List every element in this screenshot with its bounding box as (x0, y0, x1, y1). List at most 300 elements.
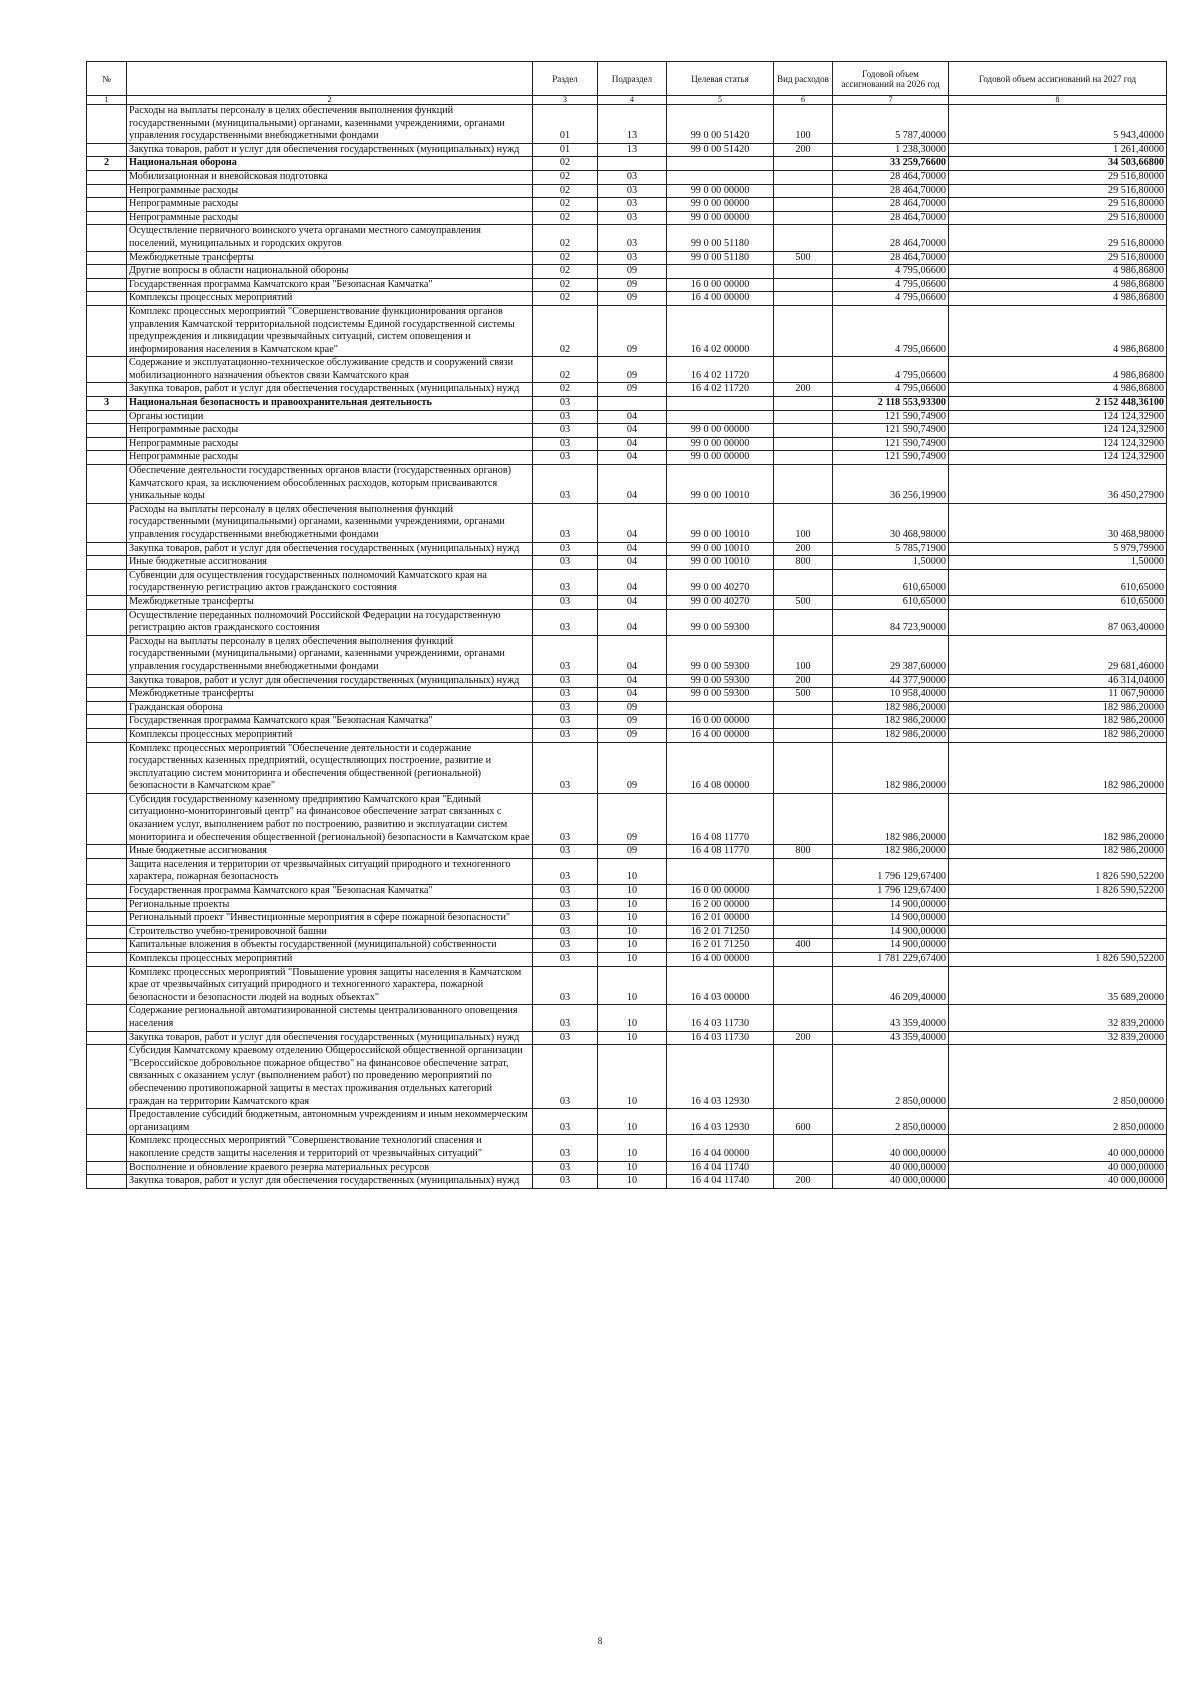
row-amount-2026: 40 000,00000 (833, 1161, 949, 1175)
row-target-article (667, 170, 774, 184)
row-razdel: 02 (533, 184, 598, 198)
row-amount-2027: 40 000,00000 (949, 1135, 1167, 1161)
row-number (87, 305, 127, 356)
row-podrazdel: 13 (598, 143, 667, 157)
row-name: Региональный проект "Инвестиционные мероприятия в сфере пожарной безопасности" (127, 912, 533, 926)
table-row (87, 383, 1167, 397)
row-name: Субсидия государственному казенному предприятию Камчатского края "Единый ситуационно-мониторинговый центр" на финансовое обеспечение затрат связанных с оказанием услуг, выполнением работ по построению, развитию и эксплуатации систем мониторинга и обеспечения общественной (региональной) безопасности в Камчатском крае (127, 793, 533, 844)
row-name: Комплексы процессных мероприятий (127, 292, 533, 306)
row-podrazdel: 09 (598, 278, 667, 292)
row-amount-2026: 2 850,00000 (833, 1109, 949, 1135)
table-row (87, 292, 1167, 306)
column-index: 8 (949, 96, 1167, 105)
table-row (87, 225, 1167, 251)
row-target-article: 16 4 04 00000 (667, 1135, 774, 1161)
row-target-article: 16 4 03 12930 (667, 1109, 774, 1135)
row-razdel: 02 (533, 278, 598, 292)
row-razdel: 03 (533, 465, 598, 504)
row-podrazdel: 09 (598, 701, 667, 715)
row-name: Мобилизационная и вневойсковая подготовка (127, 170, 533, 184)
row-podrazdel: 03 (598, 198, 667, 212)
column-index: 1 (87, 96, 127, 105)
row-razdel: 02 (533, 265, 598, 279)
row-expense-type: 200 (774, 143, 833, 157)
row-amount-2026: 2 850,00000 (833, 1045, 949, 1109)
row-number (87, 688, 127, 702)
row-target-article: 16 4 03 11730 (667, 1031, 774, 1045)
row-razdel: 02 (533, 211, 598, 225)
row-target-article: 99 0 00 10010 (667, 503, 774, 542)
row-name: Национальная безопасность и правоохранительная деятельность (127, 397, 533, 411)
row-amount-2026: 4 795,06600 (833, 265, 949, 279)
row-razdel: 03 (533, 451, 598, 465)
row-number (87, 292, 127, 306)
row-target-article: 16 4 00 00000 (667, 728, 774, 742)
table-row (87, 1031, 1167, 1045)
row-target-article (667, 858, 774, 884)
row-podrazdel: 10 (598, 1161, 667, 1175)
row-amount-2026: 28 464,70000 (833, 211, 949, 225)
row-amount-2026: 43 359,40000 (833, 1005, 949, 1031)
row-amount-2026: 1 796 129,67400 (833, 885, 949, 899)
row-podrazdel: 09 (598, 793, 667, 844)
row-target-article: 16 2 01 71250 (667, 939, 774, 953)
row-amount-2026: 121 590,74900 (833, 424, 949, 438)
row-name: Закупка товаров, работ и услуг для обеспечения государственных (муниципальных) нужд (127, 674, 533, 688)
row-number (87, 105, 127, 144)
row-expense-type (774, 465, 833, 504)
row-razdel: 03 (533, 793, 598, 844)
row-amount-2026: 4 795,06600 (833, 357, 949, 383)
row-target-article: 16 4 03 12930 (667, 1045, 774, 1109)
column-index-row (87, 96, 1167, 105)
row-amount-2027: 182 986,20000 (949, 701, 1167, 715)
row-number (87, 184, 127, 198)
row-expense-type (774, 292, 833, 306)
row-expense-type (774, 742, 833, 793)
row-number (87, 556, 127, 570)
row-expense-type (774, 609, 833, 635)
row-amount-2026: 28 464,70000 (833, 251, 949, 265)
row-target-article: 99 0 00 40270 (667, 569, 774, 595)
row-target-article: 99 0 00 40270 (667, 595, 774, 609)
row-expense-type (774, 728, 833, 742)
row-amount-2026: 40 000,00000 (833, 1175, 949, 1189)
table-row (87, 211, 1167, 225)
row-name: Межбюджетные трансферты (127, 595, 533, 609)
row-number (87, 424, 127, 438)
col-header-target-article: Целевая статья (667, 62, 774, 96)
row-podrazdel: 04 (598, 595, 667, 609)
table-row (87, 542, 1167, 556)
row-expense-type: 200 (774, 542, 833, 556)
column-index: 4 (598, 96, 667, 105)
row-name: Закупка товаров, работ и услуг для обеспечения государственных (муниципальных) нужд (127, 1175, 533, 1189)
row-amount-2027: 4 986,86800 (949, 278, 1167, 292)
row-amount-2027 (949, 912, 1167, 926)
row-number (87, 503, 127, 542)
row-amount-2026: 28 464,70000 (833, 170, 949, 184)
table-row (87, 845, 1167, 859)
table-row (87, 793, 1167, 844)
table-row (87, 912, 1167, 926)
row-expense-type (774, 437, 833, 451)
row-expense-type (774, 157, 833, 171)
row-podrazdel: 04 (598, 635, 667, 674)
row-amount-2027: 34 503,66800 (949, 157, 1167, 171)
table-row (87, 595, 1167, 609)
row-amount-2026: 44 377,90000 (833, 674, 949, 688)
row-razdel: 01 (533, 105, 598, 144)
col-header-razdel: Раздел (533, 62, 598, 96)
row-number (87, 465, 127, 504)
column-index: 2 (127, 96, 533, 105)
row-number (87, 609, 127, 635)
row-number (87, 925, 127, 939)
row-name: Закупка товаров, работ и услуг для обеспечения государственных (муниципальных) нужд (127, 383, 533, 397)
row-podrazdel: 04 (598, 437, 667, 451)
row-amount-2026: 14 900,00000 (833, 925, 949, 939)
table-row (87, 966, 1167, 1005)
table-row (87, 715, 1167, 729)
row-razdel: 03 (533, 1109, 598, 1135)
row-name: Расходы на выплаты персоналу в целях обеспечения выполнения функций государственными (муниципальными) органами, казенными учреждениями, органами управления государственными внебюджетными фондами (127, 503, 533, 542)
row-razdel: 03 (533, 1161, 598, 1175)
row-podrazdel: 09 (598, 728, 667, 742)
table-row (87, 953, 1167, 967)
row-amount-2026: 4 795,06600 (833, 383, 949, 397)
row-name: Государственная программа Камчатского края "Безопасная Камчатка" (127, 715, 533, 729)
row-amount-2027: 124 124,32900 (949, 451, 1167, 465)
row-razdel: 03 (533, 503, 598, 542)
row-target-article: 99 0 00 00000 (667, 437, 774, 451)
row-razdel: 03 (533, 898, 598, 912)
row-podrazdel: 04 (598, 542, 667, 556)
budget-table-sheet (86, 61, 1166, 1189)
row-name: Непрограммные расходы (127, 211, 533, 225)
row-name: Комплексы процессных мероприятий (127, 953, 533, 967)
row-razdel: 03 (533, 569, 598, 595)
row-amount-2026: 28 464,70000 (833, 225, 949, 251)
row-podrazdel: 10 (598, 953, 667, 967)
table-row (87, 305, 1167, 356)
row-number (87, 595, 127, 609)
row-name: Восполнение и обновление краевого резерва материальных ресурсов (127, 1161, 533, 1175)
row-target-article: 16 4 03 11730 (667, 1005, 774, 1031)
row-expense-type: 200 (774, 383, 833, 397)
row-target-article: 99 0 00 59300 (667, 674, 774, 688)
row-amount-2027: 2 850,00000 (949, 1109, 1167, 1135)
row-amount-2027: 124 124,32900 (949, 410, 1167, 424)
row-amount-2027: 1 826 590,52200 (949, 885, 1167, 899)
row-expense-type (774, 1161, 833, 1175)
row-number (87, 953, 127, 967)
row-podrazdel: 04 (598, 451, 667, 465)
row-amount-2027: 1 826 590,52200 (949, 858, 1167, 884)
row-podrazdel: 03 (598, 170, 667, 184)
row-razdel: 03 (533, 953, 598, 967)
row-expense-type (774, 966, 833, 1005)
table-row (87, 898, 1167, 912)
table-row (87, 1045, 1167, 1109)
row-amount-2026: 1,50000 (833, 556, 949, 570)
row-expense-type (774, 451, 833, 465)
row-podrazdel: 04 (598, 424, 667, 438)
row-target-article: 99 0 00 10010 (667, 465, 774, 504)
row-podrazdel: 10 (598, 898, 667, 912)
row-podrazdel: 10 (598, 1109, 667, 1135)
row-amount-2027: 5 943,40000 (949, 105, 1167, 144)
row-name: Межбюджетные трансферты (127, 251, 533, 265)
row-name: Национальная оборона (127, 157, 533, 171)
row-number (87, 898, 127, 912)
row-expense-type: 800 (774, 556, 833, 570)
row-amount-2027 (949, 925, 1167, 939)
row-name: Комплекс процессных мероприятий "Обеспечение деятельности и содержание государственных казенных предприятий, осуществляющих построение, развитие и эксплуатацию систем мониторинга и обеспечения общественной (региональной) безопасности в Камчатском крае" (127, 742, 533, 793)
row-expense-type (774, 305, 833, 356)
row-expense-type: 800 (774, 845, 833, 859)
row-podrazdel: 09 (598, 845, 667, 859)
row-target-article: 16 4 02 11720 (667, 383, 774, 397)
row-target-article: 16 2 01 71250 (667, 925, 774, 939)
table-row (87, 424, 1167, 438)
row-amount-2026: 1 796 129,67400 (833, 858, 949, 884)
row-podrazdel: 10 (598, 925, 667, 939)
row-razdel: 02 (533, 305, 598, 356)
row-razdel: 03 (533, 688, 598, 702)
row-razdel: 03 (533, 728, 598, 742)
row-razdel: 03 (533, 595, 598, 609)
table-row (87, 939, 1167, 953)
table-row (87, 688, 1167, 702)
row-amount-2026: 29 387,60000 (833, 635, 949, 674)
row-target-article: 16 4 00 00000 (667, 292, 774, 306)
row-amount-2027: 11 067,90000 (949, 688, 1167, 702)
row-target-article: 16 4 02 00000 (667, 305, 774, 356)
row-razdel: 03 (533, 437, 598, 451)
row-amount-2027: 32 839,20000 (949, 1031, 1167, 1045)
row-amount-2026: 182 986,20000 (833, 742, 949, 793)
row-podrazdel: 09 (598, 715, 667, 729)
row-name: Комплексы процессных мероприятий (127, 728, 533, 742)
col-header-num: № (87, 62, 127, 96)
row-number (87, 265, 127, 279)
row-amount-2026: 5 785,71900 (833, 542, 949, 556)
table-row (87, 143, 1167, 157)
table-row (87, 1005, 1167, 1031)
row-target-article: 16 4 04 11740 (667, 1175, 774, 1189)
row-razdel: 03 (533, 1045, 598, 1109)
row-number (87, 278, 127, 292)
row-razdel: 03 (533, 966, 598, 1005)
row-expense-type (774, 397, 833, 411)
row-name: Непрограммные расходы (127, 451, 533, 465)
row-podrazdel: 03 (598, 211, 667, 225)
row-razdel: 02 (533, 357, 598, 383)
row-name: Субсидия Камчатскому краевому отделению Общероссийской общественной организации "Всероссийское добровольное пожарное общество" на финансовое обеспечение затрат, связанных с оказанием услуг (выполнением работ) по проведению мероприятий по обеспечению противопожарной защиты в местах проживания отдельных категорий граждан на территории Камчатского края (127, 1045, 533, 1109)
row-razdel: 02 (533, 157, 598, 171)
row-name: Строительство учебно-тренировочной башни (127, 925, 533, 939)
row-razdel: 03 (533, 742, 598, 793)
row-podrazdel: 03 (598, 225, 667, 251)
row-amount-2027: 2 850,00000 (949, 1045, 1167, 1109)
row-razdel: 03 (533, 885, 598, 899)
row-expense-type (774, 1005, 833, 1031)
row-amount-2026: 4 795,06600 (833, 305, 949, 356)
row-amount-2026: 46 209,40000 (833, 966, 949, 1005)
row-expense-type: 100 (774, 105, 833, 144)
row-name: Непрограммные расходы (127, 198, 533, 212)
row-expense-type (774, 925, 833, 939)
row-number (87, 1031, 127, 1045)
row-amount-2027: 2 152 448,36100 (949, 397, 1167, 411)
row-expense-type (774, 858, 833, 884)
column-index: 3 (533, 96, 598, 105)
col-header-2027: Годовой объем ассигнований на 2027 год (949, 62, 1167, 96)
row-number (87, 742, 127, 793)
row-name: Межбюджетные трансферты (127, 688, 533, 702)
row-amount-2027: 29 516,80000 (949, 184, 1167, 198)
row-target-article: 16 4 02 11720 (667, 357, 774, 383)
row-name: Иные бюджетные ассигнования (127, 845, 533, 859)
row-razdel: 03 (533, 701, 598, 715)
table-row (87, 198, 1167, 212)
row-amount-2026: 36 256,19900 (833, 465, 949, 504)
row-expense-type (774, 424, 833, 438)
row-podrazdel: 13 (598, 105, 667, 144)
row-amount-2026: 1 238,30000 (833, 143, 949, 157)
row-number (87, 143, 127, 157)
row-amount-2027: 4 986,86800 (949, 383, 1167, 397)
row-name: Государственная программа Камчатского края "Безопасная Камчатка" (127, 278, 533, 292)
row-amount-2027: 1,50000 (949, 556, 1167, 570)
row-amount-2027: 87 063,40000 (949, 609, 1167, 635)
table-row (87, 170, 1167, 184)
row-number (87, 410, 127, 424)
row-amount-2026: 14 900,00000 (833, 898, 949, 912)
column-index: 6 (774, 96, 833, 105)
table-row (87, 1175, 1167, 1189)
row-number (87, 569, 127, 595)
col-header-expense-type: Вид расходов (774, 62, 833, 96)
row-amount-2027: 4 986,86800 (949, 265, 1167, 279)
row-amount-2026: 30 468,98000 (833, 503, 949, 542)
row-expense-type (774, 1135, 833, 1161)
row-name: Капитальные вложения в объекты государственной (муниципальной) собственности (127, 939, 533, 953)
row-amount-2027: 124 124,32900 (949, 437, 1167, 451)
table-row (87, 278, 1167, 292)
row-name: Гражданская оборона (127, 701, 533, 715)
row-podrazdel: 10 (598, 966, 667, 1005)
row-expense-type: 600 (774, 1109, 833, 1135)
row-razdel: 03 (533, 410, 598, 424)
row-amount-2027: 1 261,40000 (949, 143, 1167, 157)
row-name: Непрограммные расходы (127, 437, 533, 451)
row-amount-2027: 182 986,20000 (949, 728, 1167, 742)
row-target-article: 99 0 00 00000 (667, 184, 774, 198)
row-amount-2027: 4 986,86800 (949, 305, 1167, 356)
row-target-article: 99 0 00 00000 (667, 198, 774, 212)
row-expense-type: 100 (774, 635, 833, 674)
row-amount-2027: 29 681,46000 (949, 635, 1167, 674)
table-row (87, 742, 1167, 793)
row-name: Расходы на выплаты персоналу в целях обеспечения выполнения функций государственными (муниципальными) органами, казенными учреждениями, органами управления государственными внебюджетными фондами (127, 105, 533, 144)
row-name: Расходы на выплаты персоналу в целях обеспечения выполнения функций государственными (муниципальными) органами, казенными учреждениями, органами управления государственными внебюджетными фондами (127, 635, 533, 674)
row-name: Комплекс процессных мероприятий "Повышение уровня защиты населения в Камчатском крае от чрезвычайных ситуаций природного и техногенного характера, пожарной безопасности и безопасности людей на водных объектах" (127, 966, 533, 1005)
row-podrazdel: 09 (598, 292, 667, 306)
row-number (87, 715, 127, 729)
row-podrazdel: 03 (598, 184, 667, 198)
row-amount-2026: 121 590,74900 (833, 410, 949, 424)
row-razdel: 03 (533, 1005, 598, 1031)
row-razdel: 03 (533, 424, 598, 438)
row-expense-type: 400 (774, 939, 833, 953)
row-target-article: 99 0 00 51180 (667, 225, 774, 251)
row-amount-2027: 46 314,04000 (949, 674, 1167, 688)
row-number (87, 1161, 127, 1175)
row-expense-type (774, 885, 833, 899)
table-row (87, 1161, 1167, 1175)
row-expense-type (774, 265, 833, 279)
row-razdel: 03 (533, 1175, 598, 1189)
row-podrazdel: 03 (598, 251, 667, 265)
row-expense-type: 500 (774, 595, 833, 609)
row-amount-2027 (949, 898, 1167, 912)
row-number (87, 1045, 127, 1109)
table-row (87, 410, 1167, 424)
row-expense-type (774, 1045, 833, 1109)
row-amount-2027: 182 986,20000 (949, 793, 1167, 844)
row-razdel: 02 (533, 198, 598, 212)
row-podrazdel: 04 (598, 465, 667, 504)
row-amount-2026: 610,65000 (833, 595, 949, 609)
row-target-article: 99 0 00 00000 (667, 424, 774, 438)
row-number (87, 674, 127, 688)
row-target-article (667, 410, 774, 424)
row-name: Иные бюджетные ассигнования (127, 556, 533, 570)
row-expense-type (774, 198, 833, 212)
row-number (87, 701, 127, 715)
budget-table (86, 61, 1167, 1189)
row-name: Непрограммные расходы (127, 184, 533, 198)
row-amount-2027: 4 986,86800 (949, 357, 1167, 383)
row-amount-2026: 182 986,20000 (833, 845, 949, 859)
table-row (87, 105, 1167, 144)
row-expense-type (774, 184, 833, 198)
row-razdel: 03 (533, 542, 598, 556)
row-amount-2027: 1 826 590,52200 (949, 953, 1167, 967)
row-number (87, 211, 127, 225)
row-podrazdel: 09 (598, 265, 667, 279)
row-amount-2026: 4 795,06600 (833, 278, 949, 292)
row-name: Субвенции для осуществления государственных полномочий Камчатского края на государственную регистрацию актов гражданского состояния (127, 569, 533, 595)
row-podrazdel (598, 157, 667, 171)
row-number: 2 (87, 157, 127, 171)
row-number (87, 383, 127, 397)
row-podrazdel: 04 (598, 410, 667, 424)
table-row (87, 556, 1167, 570)
row-amount-2026: 40 000,00000 (833, 1135, 949, 1161)
row-expense-type (774, 357, 833, 383)
row-razdel: 03 (533, 939, 598, 953)
row-amount-2027: 29 516,80000 (949, 251, 1167, 265)
table-row (87, 609, 1167, 635)
row-expense-type: 200 (774, 1175, 833, 1189)
row-target-article: 99 0 00 51180 (667, 251, 774, 265)
row-amount-2027 (949, 939, 1167, 953)
table-row (87, 569, 1167, 595)
row-expense-type (774, 225, 833, 251)
